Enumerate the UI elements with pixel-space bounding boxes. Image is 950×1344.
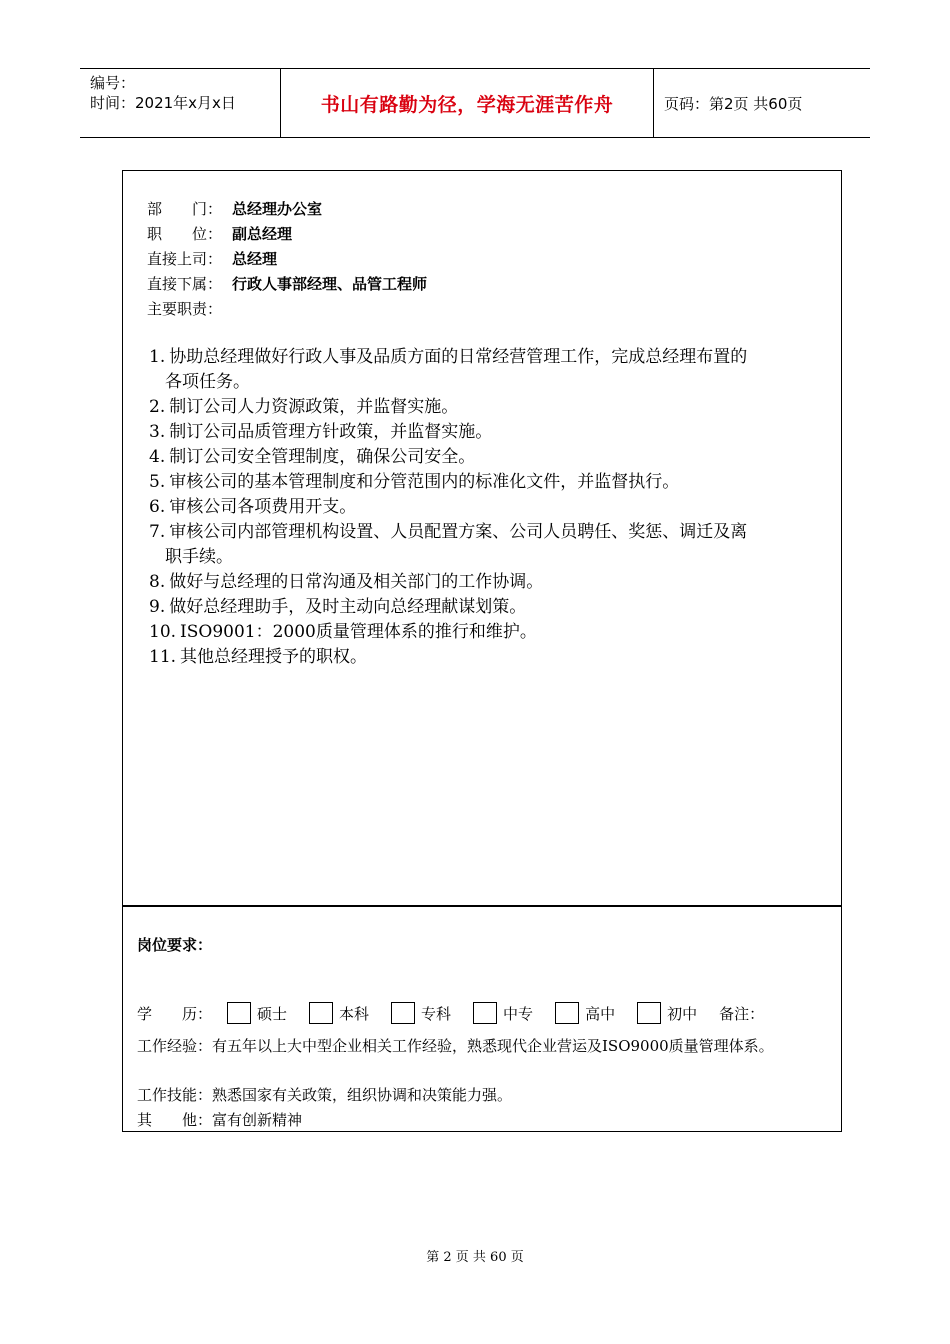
list-item	[149, 520, 835, 545]
list-item	[149, 495, 835, 520]
job-info	[147, 197, 427, 322]
option-label: 本科	[339, 1004, 370, 1023]
checkbox-icon[interactable]	[309, 1002, 333, 1024]
requirements-box	[122, 905, 842, 1132]
duties-heading-row	[147, 297, 427, 322]
education-option-vocational[interactable]	[473, 1002, 533, 1024]
duty-number: 6.	[149, 497, 166, 517]
list-item	[149, 345, 835, 370]
education-option-juniorhigh[interactable]	[637, 1002, 697, 1024]
other-text: 其 他：富有创新精神	[137, 1111, 303, 1129]
duty-number: 3.	[149, 422, 166, 442]
duty-number: 10.	[149, 622, 177, 642]
option-label: 高中	[585, 1004, 616, 1023]
header-motto-cell	[281, 69, 654, 137]
education-option-master[interactable]	[227, 1002, 287, 1024]
duty-text: 制订公司品质管理方针政策，并监督实施。	[169, 422, 493, 442]
document-header	[80, 68, 870, 138]
duty-number: 7.	[149, 522, 166, 542]
header-page-cell	[654, 69, 870, 137]
superior-label: 直接上司：	[147, 250, 223, 268]
education-option-highschool[interactable]	[555, 1002, 615, 1024]
list-item	[149, 595, 835, 620]
duty-continuation: 各项任务。	[165, 372, 250, 392]
page-footer: 第 2 页 共 60 页	[426, 1250, 524, 1265]
duty-continuation: 职手续。	[165, 547, 233, 567]
list-item	[149, 445, 835, 470]
duty-text: ISO9001：2000质量管理体系的推行和维护。	[180, 622, 537, 642]
subordinate-value: 行政人事部经理、品管工程师	[232, 275, 428, 293]
list-item	[149, 395, 835, 420]
checkbox-icon[interactable]	[637, 1002, 661, 1024]
time-label: 时间：2021年x月x日	[90, 94, 236, 112]
experience-text: 工作经验：有五年以上大中型企业相关工作经验，熟悉现代企业营运及ISO9000质量管理体系。	[137, 1037, 774, 1055]
option-label: 中专	[503, 1004, 534, 1023]
duty-text: 审核公司各项费用开支。	[169, 497, 357, 517]
option-label: 硕士	[257, 1004, 288, 1023]
duty-text: 审核公司内部管理机构设置、人员配置方案、公司人员聘任、奖惩、调迁及离	[169, 522, 748, 542]
superior-row	[147, 247, 427, 272]
duty-text: 做好总经理助手，及时主动向总经理献谋划策。	[169, 597, 527, 617]
duties-list	[149, 345, 835, 670]
page-info: 页码：第2页 共60页	[664, 94, 803, 113]
position-row	[147, 222, 427, 247]
duty-text: 制订公司人力资源政策，并监督实施。	[169, 397, 459, 417]
job-description-box	[122, 170, 842, 907]
duties-label: 主要职责：	[147, 300, 223, 318]
checkbox-icon[interactable]	[555, 1002, 579, 1024]
duty-text: 制订公司安全管理制度，确保公司安全。	[169, 447, 476, 467]
department-label: 部 门：	[147, 200, 223, 218]
department-value: 总经理办公室	[232, 200, 323, 218]
header-meta	[80, 69, 281, 137]
duty-number: 2.	[149, 397, 166, 417]
duty-number: 4.	[149, 447, 166, 467]
checkbox-icon[interactable]	[227, 1002, 251, 1024]
duty-text: 审核公司的基本管理制度和分管范围内的标准化文件，并监督执行。	[169, 472, 680, 492]
list-item	[149, 420, 835, 445]
checkbox-icon[interactable]	[391, 1002, 415, 1024]
checkbox-icon[interactable]	[473, 1002, 497, 1024]
duty-number: 8.	[149, 572, 166, 592]
list-item	[149, 645, 835, 670]
education-option-college[interactable]	[391, 1002, 451, 1024]
department-row	[147, 197, 427, 222]
number-label: 编号：	[90, 74, 136, 92]
position-value: 副总经理	[232, 225, 293, 243]
list-item	[149, 470, 835, 495]
superior-value: 总经理	[232, 250, 278, 268]
list-item	[149, 570, 835, 595]
option-label: 初中	[667, 1004, 698, 1023]
remark-label: 备注：	[719, 1004, 765, 1023]
duty-number: 5.	[149, 472, 166, 492]
motto: 书山有路勤为径，学海无涯苦作舟	[320, 93, 614, 116]
duty-text: 其他总经理授予的职权。	[180, 647, 368, 667]
duty-text: 做好与总经理的日常沟通及相关部门的工作协调。	[169, 572, 544, 592]
option-label: 专科	[421, 1004, 452, 1023]
subordinate-label: 直接下属：	[147, 275, 223, 293]
duty-number: 1.	[149, 347, 166, 367]
position-label: 职 位：	[147, 225, 223, 243]
duty-number: 9.	[149, 597, 166, 617]
subordinate-row	[147, 272, 427, 297]
duty-text: 协助总经理做好行政人事及品质方面的日常经营管理工作，完成总经理布置的	[169, 347, 748, 367]
list-item	[149, 620, 835, 645]
education-row	[137, 1002, 764, 1024]
education-option-bachelor[interactable]	[309, 1002, 369, 1024]
skills-text: 工作技能：熟悉国家有关政策，组织协调和决策能力强。	[137, 1086, 513, 1104]
education-label: 学 历：	[137, 1004, 213, 1023]
duty-number: 11.	[149, 647, 177, 667]
requirements-title: 岗位要求：	[137, 936, 213, 954]
